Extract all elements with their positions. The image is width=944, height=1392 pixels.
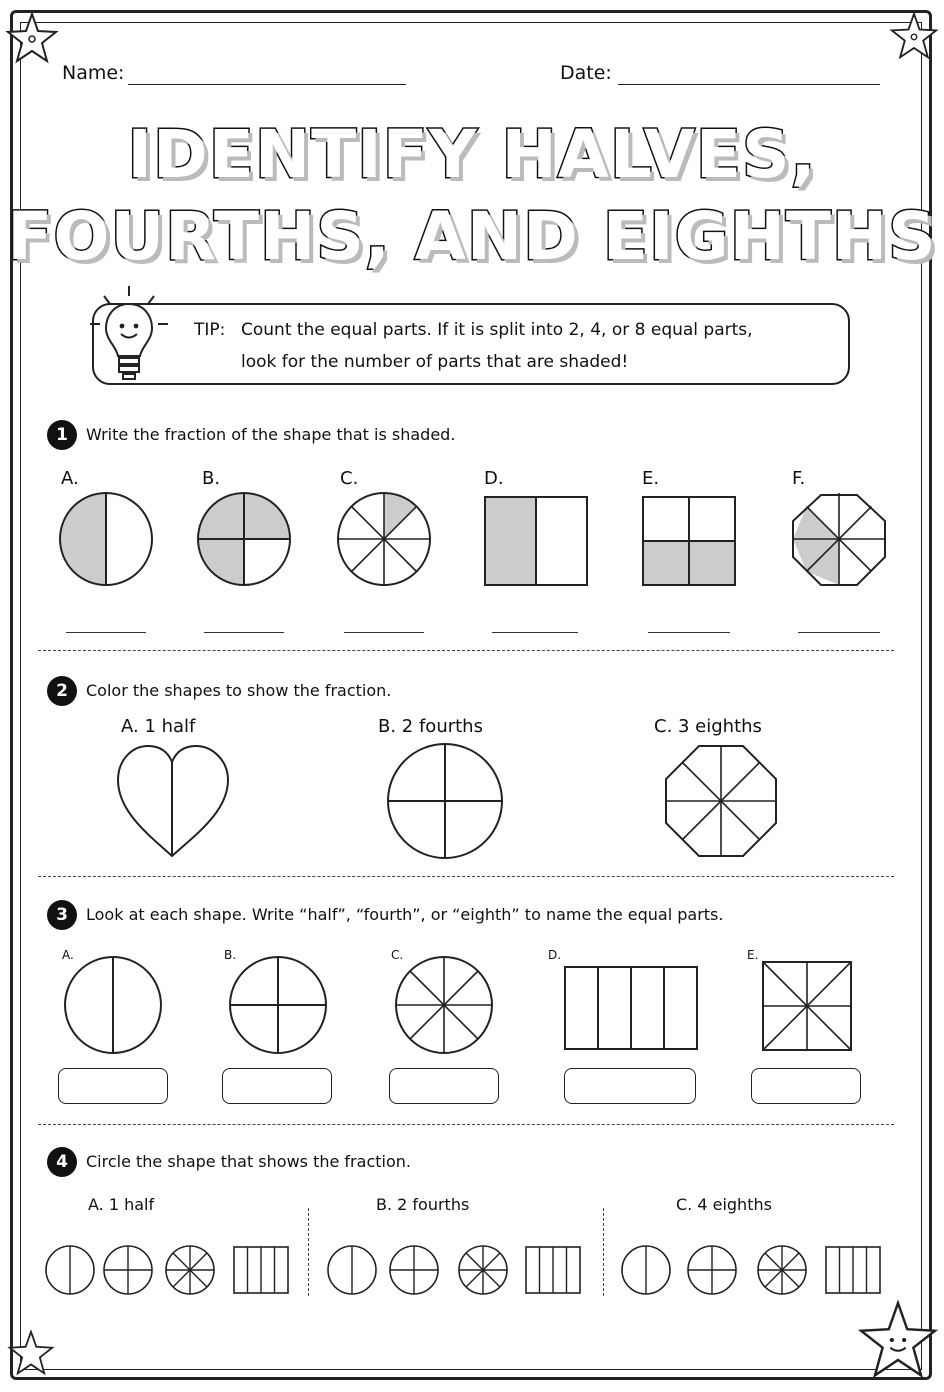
item-letter: B. [202, 468, 221, 489]
circle-eighths-option [758, 1246, 806, 1294]
rectangle-fourths-option [234, 1247, 288, 1293]
page-title-line2: FOURTHS, AND EIGHTHS [7, 198, 937, 275]
circle-fourths-option [390, 1246, 438, 1294]
item-label: C. 4 eighths [676, 1195, 772, 1214]
question-number: 2 [47, 676, 77, 706]
item-label: B. 2 fourths [376, 1195, 470, 1214]
tip-label: TIP: [194, 320, 226, 340]
circle-halves-option [328, 1246, 376, 1294]
circle-eighths-option [459, 1246, 507, 1294]
question-number: 3 [47, 900, 77, 930]
name-label: Name: [62, 62, 125, 84]
item-label: B. 2 fourths [378, 716, 483, 737]
item-label: A. 1 half [121, 716, 196, 737]
question-text: Write the fraction of the shape that is shaded. [86, 425, 456, 444]
question-text: Color the shapes to show the fraction. [86, 681, 392, 700]
item-letter: E. [642, 468, 660, 489]
question-text: Look at each shape. Write “half”, “fourth”, or “eighth” to name the equal parts. [86, 905, 724, 924]
item-letter: B. [224, 948, 237, 962]
question-number: 1 [47, 420, 77, 450]
tip-line1: Count the equal parts. If it is split into 2, 4, or 8 equal parts, [241, 320, 753, 340]
circle-halves-option [622, 1246, 670, 1294]
item-letter: A. [61, 468, 79, 489]
date-label: Date: [560, 62, 612, 84]
item-letter: F. [792, 468, 806, 489]
rectangle-fourths-option [826, 1247, 880, 1293]
circle-fourths-option [104, 1246, 152, 1294]
item-letter: C. [340, 468, 359, 489]
rectangle-fourths-option [526, 1247, 580, 1293]
circle-halves-option [46, 1246, 94, 1294]
tip-line2: look for the number of parts that are shaded! [241, 352, 629, 372]
item-label: A. 1 half [88, 1195, 155, 1214]
item-letter: C. [391, 948, 404, 962]
item-letter: A. [62, 948, 74, 962]
page-title-line1: IDENTIFY HALVES, [127, 116, 817, 193]
item-letter: E. [747, 948, 759, 962]
circle-fourths-option [688, 1246, 736, 1294]
item-label: C. 3 eighths [654, 716, 762, 737]
question-text: Circle the shape that shows the fraction. [86, 1152, 411, 1171]
question-number: 4 [47, 1147, 77, 1177]
circle-eighths-option [166, 1246, 214, 1294]
item-letter: D. [548, 948, 562, 962]
item-letter: D. [484, 468, 504, 489]
